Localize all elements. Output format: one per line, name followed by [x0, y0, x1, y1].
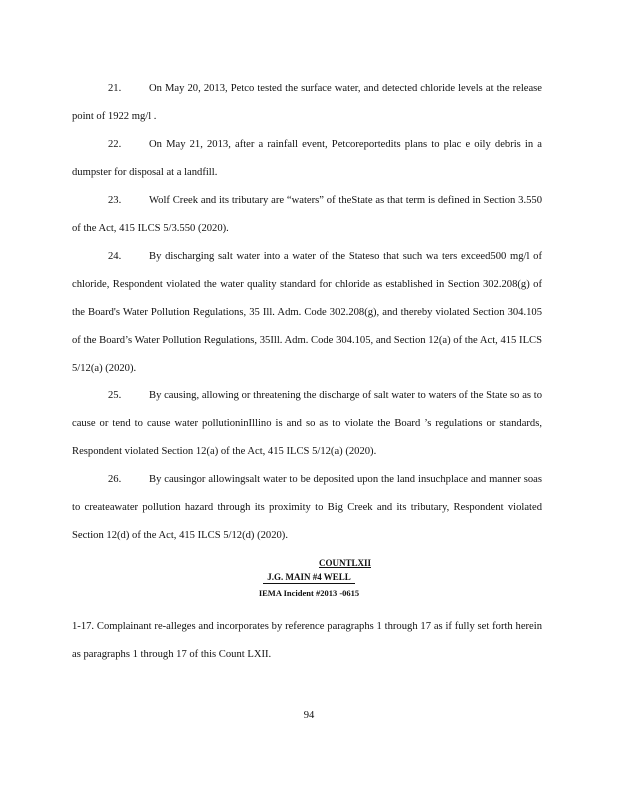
paragraph-25 — [72, 382, 542, 466]
count-reference-text: IEMA Incident #2013 -0615 — [258, 588, 360, 598]
paragraph-text: On May 20, 2013, Petco tested the surface water, and detected chloride levels at the release point of 1922 mg/l . — [72, 83, 542, 122]
count-title-text: COUNTLXII — [318, 558, 371, 568]
paragraph-text: By causingor allowingsalt water to be deposited upon the land insuchplace and manner soas to createawater pollution hazard through its proximity to Big Creek and its tributary, Respondent violated Section 12(d) of the Act, 415 ILCS 5/12(d) (2020). — [72, 474, 542, 541]
realleges-text: Complainant re-alleges and incorporates by reference paragraphs 1 through 17 as if fully set forth herein as paragraphs 1 through 17 of this Count LXII. — [72, 621, 542, 660]
paragraph-number: 24. — [108, 251, 122, 262]
paragraph-number: 21. — [108, 83, 122, 94]
paragraph-text: On May 21, 2013, after a rainfall event, Petcoreportedits plans to plac e oily debris in a dumpster for disposal at a landfill. — [72, 139, 542, 178]
paragraph-26 — [72, 466, 542, 550]
realleges-paragraph — [72, 613, 542, 669]
paragraph-text: By causing, allowing or threatening the discharge of salt water to waters of the State so as to cause or tend to cause water pollutioninIllino is and so as to violate the Board ’s regulations or standards, Respondent violated Section 12(a) of the Act, 415 ILCS 5/12(a) (2020). — [72, 390, 542, 457]
paragraph-21 — [72, 75, 542, 131]
paragraph-23 — [72, 187, 542, 243]
paragraph-number: 26. — [108, 474, 122, 485]
page-number: 94 — [303, 710, 315, 721]
paragraph-number: 25. — [108, 390, 122, 401]
paragraph-number: 22. — [108, 139, 122, 150]
realleges-number: 1-17. — [72, 621, 95, 632]
count-reference — [0, 587, 618, 600]
count-title — [36, 557, 618, 570]
count-subtitle-text: J.G. MAIN #4 WELL — [263, 572, 355, 584]
paragraph-22 — [72, 131, 542, 187]
count-subtitle — [0, 571, 618, 584]
paragraph-text: By discharging salt water into a water of the Stateso that such wa ters exceed500 mg/l of chloride, Respondent violated the water quality standard for chloride as established in Section 302.208(g) of the Board's Water Pollution Regulations, 35 Ill. Adm. Code 302.208(g), and thereby violated Section 304.105 of the Board’s Water Pollution Regulations, 35Ill. Adm. Code 304.105, and Section 12(a) of the Act, 415 ILCS 5/12(a) (2020). — [72, 251, 542, 374]
paragraph-number: 23. — [108, 195, 122, 206]
paragraph-text: Wolf Creek and its tributary are “waters” of theState as that term is defined in Section 3.550 of the Act, 415 ILCS 5/3.550 (2020). — [72, 195, 542, 234]
paragraph-24 — [72, 243, 542, 383]
